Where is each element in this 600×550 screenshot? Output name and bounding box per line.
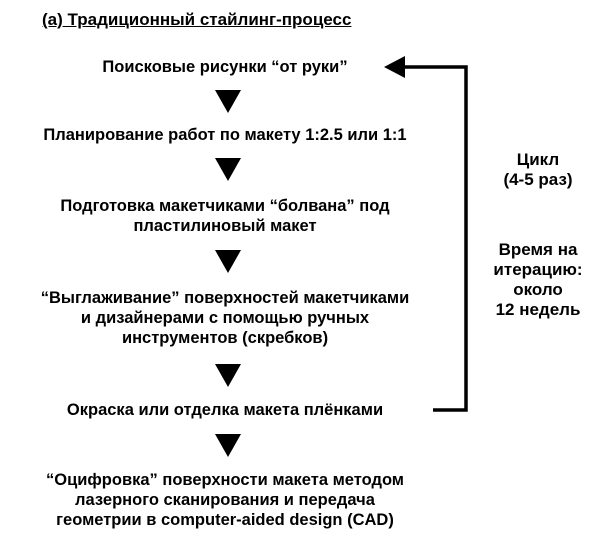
down-arrow-icon [215,364,241,387]
step-line: “Оцифровка” поверхности макета методом [45,471,405,489]
down-arrow-icon [215,250,241,273]
step-line: геометрии в computer-aided design (CAD) [56,511,394,529]
feedback-arrowhead-icon [384,56,405,78]
iteration-time-line: около [513,280,563,299]
iteration-time-line: 12 недель [495,300,581,319]
down-arrow-icon [215,158,241,181]
step-line: “Выглаживание” поверхностей макетчиками [40,289,410,307]
iteration-time-line: Время на [498,240,578,259]
diagram-title: (a) Традиционный стайлинг-процесс [42,10,352,29]
step-line: лазерного сканирования и передача [75,491,375,509]
step-line: Поисковые рисунки “от руки” [102,58,348,76]
step-line: пластилиновый макет [133,217,317,235]
step-line: Подготовка макетчиками “болвана” под [60,197,390,215]
iteration-time-line: итерацию: [493,260,583,279]
cycle-label-line: (4-5 раз) [503,170,573,189]
step-line: инструментов (скребков) [121,329,329,347]
cycle-label-line: Цикл [516,150,560,169]
down-arrow-icon [215,90,241,113]
step-line: Окраска или отделка макета плёнками [66,401,384,419]
step-line: и дизайнерами с помощью ручных [80,309,370,327]
feedback-loop-line [400,67,466,410]
step-line: Планирование работ по макету 1:2.5 или 1:1 [43,126,407,144]
down-arrow-icon [215,434,241,457]
